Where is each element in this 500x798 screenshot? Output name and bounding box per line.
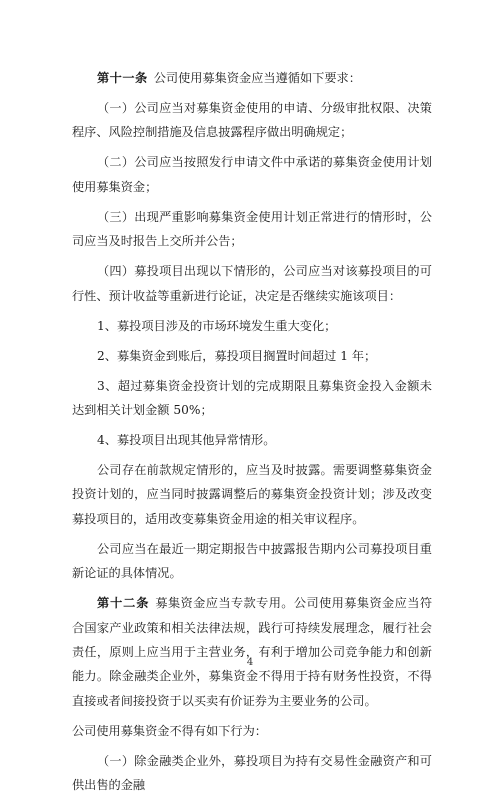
article-11-item-2: （二）公司应当按照发行申请文件中承诺的募集资金使用计划使用募集资金； [72, 155, 432, 194]
article-11-item-3: （三）出现严重影响募集资金使用计划正常进行的情形时，公司应当及时报告上交所并公告； [72, 209, 432, 249]
page-number: 4 [246, 657, 254, 668]
article-12-item-1: （一）除金融类企业外，募投项目为持有交易性金融资产和可供出售的金融 [72, 753, 432, 793]
article-11-heading: 第十一条 [97, 71, 148, 85]
article-11-subitem-3: 3、超过募集资金投资计划的完成期限且募集资金投入金额未达到相关计划金额 50%； [72, 378, 432, 418]
article-11-intro-text: 公司使用募集资金应当遵循如下要求： [153, 71, 361, 85]
article-12-heading: 第十二条 [97, 596, 150, 611]
article-11-item-4: （四）募投项目出现以下情形的，公司应当对该募投项目的可行性、预计收益等重新进行论证，决定是否继续实施该项目： [72, 264, 432, 303]
article-11-disclosure-paragraph: 公司存在前款规定情形的，应当及时披露。需要调整募集资金投资计划的，应当同时披露调整后的募集资金投资计划；涉及改变募投项目的，适用改变募集资金用途的相关审议程序。 [72, 463, 432, 526]
article-11-item-1: （一）公司应当对募集资金使用的申请、分级审批权限、决策程序、风险控制措施及信息披露程序做出明确规定； [72, 101, 432, 140]
article-11-subitem-4: 4、募投项目出现其他异常情形。 [97, 433, 276, 448]
article-12-intro [72, 591, 432, 713]
article-12-intro-text: 募集资金应当专款专用。公司使用募集资金应当符合国家产业政策和相关法律法规，践行可持续发展理念，履行社会责任，原则上应当用于主营业务，有利于增加公司竞争能力和创新能力。除金融类企业外，募集资金不得用于持有财务性投资，不得直接或者间接投资于以买卖有价证券为主要业务的公司。 [72, 596, 433, 708]
article-11-subitem-2: 2、募集资金到账后，募投项目搁置时间超过 1 年； [97, 348, 377, 363]
article-12-continuation: 公司使用募集资金不得有如下行为： [72, 723, 267, 738]
article-11-intro [72, 66, 432, 90]
article-11-subitem-1: 1、募投项目涉及的市场环境发生重大变化； [97, 318, 337, 333]
article-11-periodic-report-paragraph: 公司应当在最近一期定期报告中披露报告期内公司募投项目重新论证的具体情况。 [72, 541, 432, 581]
